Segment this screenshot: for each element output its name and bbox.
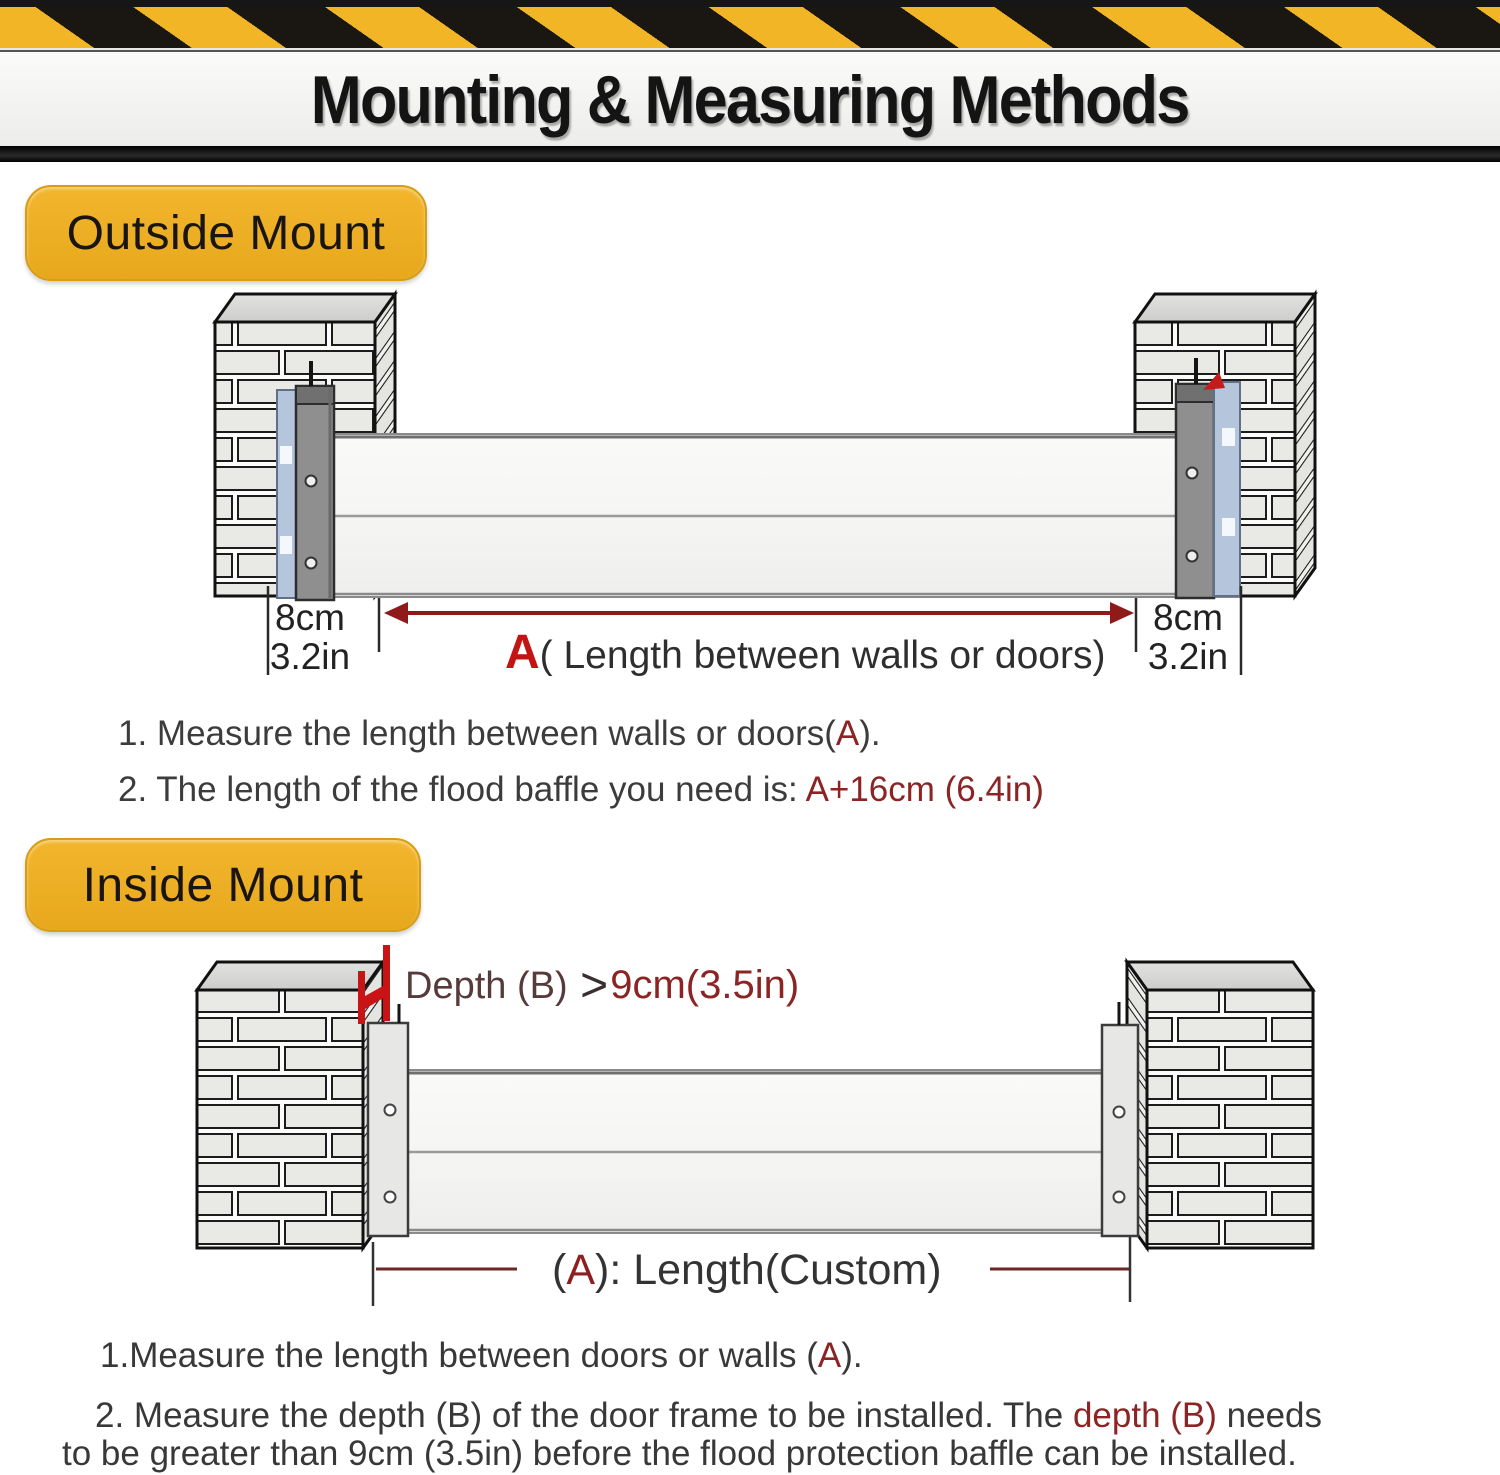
outside-gap-left-cm: 8cm bbox=[275, 597, 345, 638]
inside-step-2-line-2: to be greater than 9cm (3.5in) before the flood protection baffle can be installed. bbox=[62, 1434, 1297, 1473]
outside-steps bbox=[118, 706, 1044, 818]
inside-left-mounting-channel bbox=[368, 1004, 408, 1236]
title-underline-bar bbox=[0, 146, 1500, 162]
outside-span-length-label bbox=[505, 625, 1105, 680]
inside-right-mounting-channel bbox=[1102, 1002, 1138, 1236]
outside-left-mounting-channel bbox=[296, 361, 334, 600]
length-custom-label: (A): Length(Custom) bbox=[552, 1246, 942, 1294]
depth-label: Depth (B) >9cm(3.5in) bbox=[405, 959, 800, 1012]
inside-left-pillar bbox=[197, 962, 383, 1248]
outside-gap-right-cm: 8cm bbox=[1153, 597, 1223, 638]
inside-flood-baffle bbox=[408, 1070, 1102, 1233]
outside-left-seal-strip bbox=[277, 390, 296, 598]
span-label-rest: ( Length between walls or doors) bbox=[539, 634, 1106, 677]
inside-mount-badge: Inside Mount bbox=[25, 838, 421, 932]
outside-flood-baffle bbox=[333, 434, 1177, 597]
page-title: Mounting & Measuring Methods bbox=[311, 62, 1189, 138]
outside-right-mounting-channel bbox=[1176, 358, 1214, 598]
outside-gap-left-in: 3.2in bbox=[269, 636, 351, 677]
title-band bbox=[0, 50, 1500, 148]
greater-than-sign: > bbox=[580, 959, 609, 1012]
inside-step-2-line-1: 2. Measure the depth (B) of the door frame to be installed. The depth (B) needs bbox=[95, 1396, 1323, 1435]
span-label-a: A bbox=[505, 626, 540, 679]
inside-step-1: 1.Measure the length between doors or walls (A). bbox=[100, 1336, 863, 1375]
outside-step-2: 2. The length of the flood baffle you need is: A+16cm (6.4in) bbox=[118, 770, 1044, 809]
inside-right-pillar bbox=[1127, 962, 1313, 1248]
outside-mount-badge: Outside Mount bbox=[25, 185, 427, 281]
outside-gap-right-in: 3.2in bbox=[1147, 636, 1229, 677]
top-black-bar bbox=[0, 0, 1500, 7]
outside-step-1: 1. Measure the length between walls or doors(A). bbox=[118, 714, 881, 753]
caution-tape-stripe bbox=[0, 7, 1500, 50]
